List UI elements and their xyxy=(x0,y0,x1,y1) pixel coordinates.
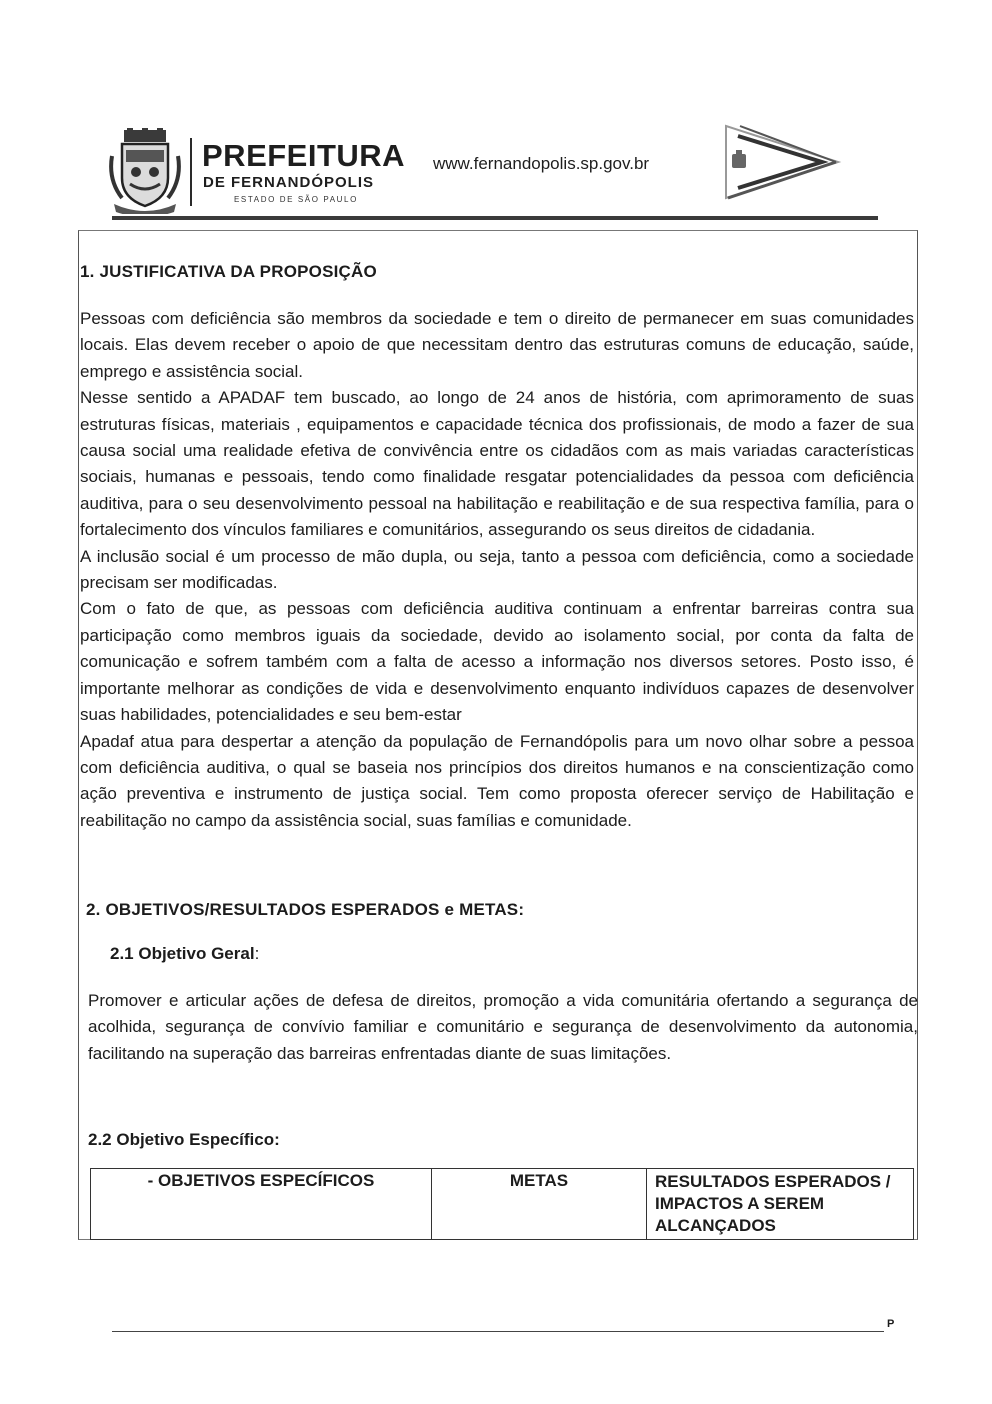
brand-state: ESTADO DE SÃO PAULO xyxy=(234,195,358,204)
paragraph: Promover e articular ações de defesa de direitos, promoção a vida comunitária ofertando a segurança de acolhida, segurança de convívio familiar e comunitário e segurança de desenvolvimento da autonomia, facilitando na superação das barreiras enfrentadas diante de suas limitações. xyxy=(88,991,918,1063)
column-header-objectives: - OBJETIVOS ESPECÍFICOS xyxy=(91,1169,432,1240)
website-url[interactable]: www.fernandopolis.sp.gov.br xyxy=(433,154,650,173)
brand-title: PREFEITURA xyxy=(202,138,406,173)
column-header-expected-results: RESULTADOS ESPERADOS / IMPACTOS A SEREM ALCANÇADOS xyxy=(647,1169,914,1240)
paragraph: Apadaf atua para despertar a atenção da população de Fernandópolis para um novo olhar sobre a pessoa com deficiência auditiva, o qual se baseia nos princípios dos direitos humanos e na conscientização como ação preventiva e instrumento de justiça social. Tem como proposta oferecer serviço de Habilitação e reabilitação no campo da assistência social, suas famílias e comunidade. xyxy=(80,731,914,830)
subsection-2-1-title: 2.1 Objetivo Geral xyxy=(110,944,255,963)
subsection-2-1-body xyxy=(88,988,918,1067)
paragraph: Com o fato de que, as pessoas com deficiência auditiva continuam a enfrentar barreiras contra sua participação como membros iguais da sociedade, devido ao isolamento social, por conta da falta de comunicação e sofrem também com a falta de acesso a informação nos diversos setores. Posto isso, é importante melhorar as condições de vida e desenvolvimento enquanto indivíduos capazes de desenvolver suas habilidades, potencialidades e seu bem-estar xyxy=(80,599,914,725)
subsection-2-2-heading: 2.2 Objetivo Específico: xyxy=(88,1130,280,1149)
header-rule xyxy=(112,216,878,220)
letterhead xyxy=(100,118,890,218)
table-header-row xyxy=(91,1169,914,1240)
section-1-body xyxy=(80,306,914,834)
objectives-table xyxy=(90,1168,914,1240)
paragraph: Pessoas com deficiência são membros da sociedade e tem o direito de permanecer em suas comunidades locais. Elas devem receber o apoio de que necessitam dentro das estruturas comuns de educação, saúde, emprego e assistência social. xyxy=(80,309,914,381)
footer-rule xyxy=(112,1331,884,1332)
subsection-2-1-colon: : xyxy=(254,944,260,963)
section-1-heading: 1. JUSTIFICATIVA DA PROPOSIÇÃO xyxy=(80,262,377,281)
column-header-goals: METAS xyxy=(432,1169,647,1240)
page-marker: P xyxy=(887,1318,895,1330)
subsection-2-1-heading xyxy=(110,944,259,964)
letterhead-divider xyxy=(190,138,192,206)
paragraph: A inclusão social é um processo de mão dupla, ou seja, tanto a pessoa com deficiência, como a sociedade precisam ser modificadas. xyxy=(80,546,914,593)
municipal-coat-of-arms-icon xyxy=(108,128,182,214)
paragraph: Nesse sentido a APADAF tem buscado, ao longo de 24 anos de história, com aprimoramento de suas estruturas físicas, materiais , equipamentos e capacidade técnica dos profissionais, de modo a fazer de sua causa social uma realidade efetiva de convivência entre os cidadãos com as mais variadas características sociais, humanas e pessoais, tendo como finalidade resgatar potencialidades da pessoa com deficiência auditiva, para o seu desenvolvimento pessoal na habilitação e reabilitação e de sua respectiva família, para o fortalecimento dos vínculos familiares e comunitários, assegurando os seus direitos de cidadania. xyxy=(80,388,914,540)
flag-pennant-emblem-icon xyxy=(710,122,842,202)
section-2-heading: 2. OBJETIVOS/RESULTADOS ESPERADOS e METAS: xyxy=(86,900,525,919)
brand-subtitle: DE FERNANDÓPOLIS xyxy=(203,174,375,191)
